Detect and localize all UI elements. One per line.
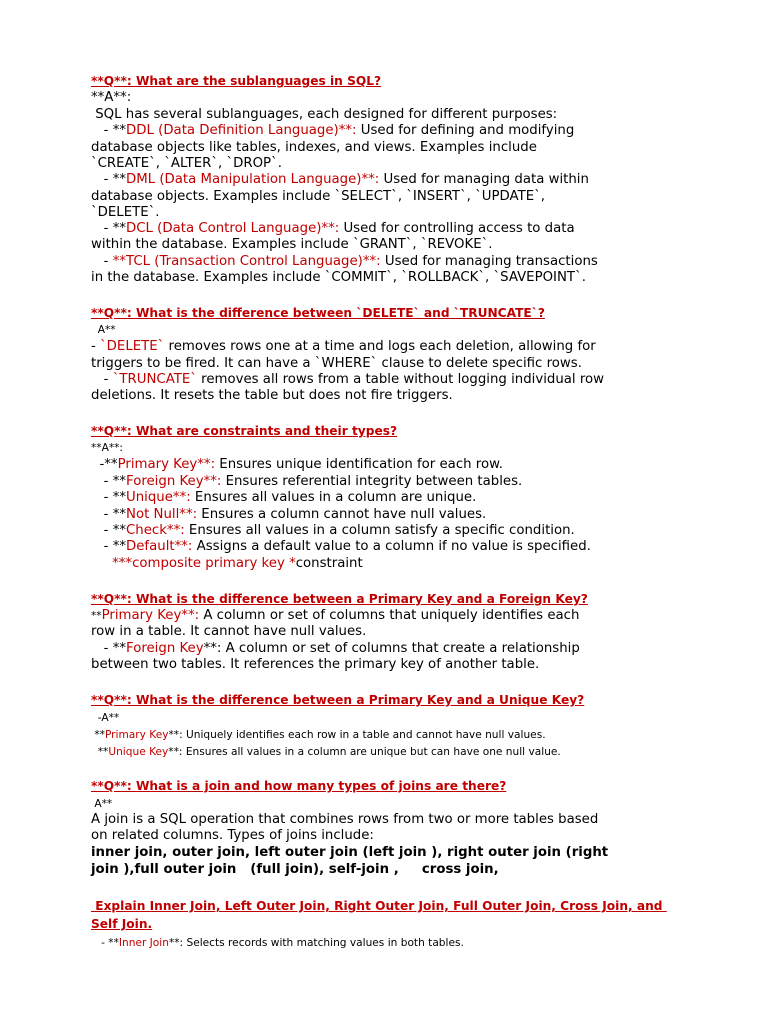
question-heading: **Q**: What is the difference between `DELETE` and `TRUNCATE`? bbox=[91, 306, 545, 320]
answer-label: A** bbox=[91, 798, 113, 810]
list-item: - **TCL (Transaction Control Language)**: Used for managing transactions bbox=[91, 254, 598, 269]
text-line: A join is a SQL operation that combines rows from two or more tables based bbox=[91, 812, 599, 827]
question-heading: **Q**: What are the sublanguages in SQL? bbox=[91, 74, 382, 88]
text-line: database objects. Examples include `SELECT`, `INSERT`, `UPDATE`, bbox=[91, 189, 546, 204]
section-heading: Explain Inner Join, Left Outer Join, Right Outer Join, Full Outer Join, Cross Join, and bbox=[91, 899, 667, 913]
list-item: - **DDL (Data Definition Language)**: Used for defining and modifying bbox=[91, 123, 575, 138]
text-line: SQL has several sublanguages, each designed for different purposes: bbox=[91, 107, 558, 122]
text-line: database objects like tables, indexes, and views. Examples include bbox=[91, 140, 537, 155]
list-item: **Primary Key**: A column or set of columns that uniquely identifies each bbox=[91, 608, 580, 623]
text-line: in the database. Examples include `COMMIT`, `ROLLBACK`, `SAVEPOINT`. bbox=[91, 270, 586, 285]
list-item: ***composite primary key *constraint bbox=[91, 556, 363, 571]
question-heading: **Q**: What is the difference between a Primary Key and a Unique Key? bbox=[91, 693, 585, 707]
list-item: - **Default**: Assigns a default value to a column if no value is specified. bbox=[91, 539, 591, 554]
answer-label: **A**: bbox=[91, 90, 132, 105]
list-item: - **Inner Join**: Selects records with matching values in both tables. bbox=[91, 937, 464, 949]
bold-text-line: inner join, outer join, left outer join (left join ), right outer join (right bbox=[91, 845, 609, 860]
question-heading: **Q**: What is a join and how many types of joins are there? bbox=[91, 779, 507, 793]
text-line: on related columns. Types of joins include: bbox=[91, 828, 374, 843]
text-line: between two tables. It references the primary key of another table. bbox=[91, 657, 540, 672]
list-item: - `DELETE` removes rows one at a time and logs each deletion, allowing for bbox=[91, 339, 596, 354]
list-item: - **Check**: Ensures all values in a column satisfy a specific condition. bbox=[91, 523, 575, 538]
text-line: triggers to be fired. It can have a `WHERE` clause to delete specific rows. bbox=[91, 356, 582, 371]
list-item: - **Foreign Key**: Ensures referential integrity between tables. bbox=[91, 474, 523, 489]
list-item: - **Unique**: Ensures all values in a column are unique. bbox=[91, 490, 477, 505]
list-item: - **DML (Data Manipulation Language)**: Used for managing data within bbox=[91, 172, 589, 187]
list-item: **Unique Key**: Ensures all values in a column are unique but can have one null value. bbox=[91, 746, 561, 758]
answer-label: A** bbox=[91, 324, 116, 336]
answer-label: -A** bbox=[91, 712, 120, 724]
text-line: row in a table. It cannot have null values. bbox=[91, 624, 367, 639]
text-line: deletions. It resets the table but does not fire triggers. bbox=[91, 388, 453, 403]
list-item: -**Primary Key**: Ensures unique identification for each row. bbox=[91, 457, 503, 472]
bold-text-line: join ),full outer join (full join), self-join , cross join, bbox=[91, 862, 499, 877]
list-item: - **DCL (Data Control Language)**: Used for controlling access to data bbox=[91, 221, 575, 236]
list-item: - **Foreign Key**: A column or set of columns that create a relationship bbox=[91, 641, 580, 656]
question-heading: **Q**: What is the difference between a Primary Key and a Foreign Key? bbox=[91, 592, 588, 606]
list-item: - **Not Null**: Ensures a column cannot have null values. bbox=[91, 507, 487, 522]
text-line: `DELETE`. bbox=[91, 205, 160, 220]
list-item: **Primary Key**: Uniquely identifies each row in a table and cannot have null values. bbox=[91, 729, 546, 741]
section-heading: Self Join. bbox=[91, 917, 153, 931]
text-line: `CREATE`, `ALTER`, `DROP`. bbox=[91, 156, 282, 171]
answer-label: **A**: bbox=[91, 442, 124, 454]
text-line: within the database. Examples include `GRANT`, `REVOKE`. bbox=[91, 237, 493, 252]
question-heading: **Q**: What are constraints and their types? bbox=[91, 424, 398, 438]
list-item: - `TRUNCATE` removes all rows from a table without logging individual row bbox=[91, 372, 605, 387]
